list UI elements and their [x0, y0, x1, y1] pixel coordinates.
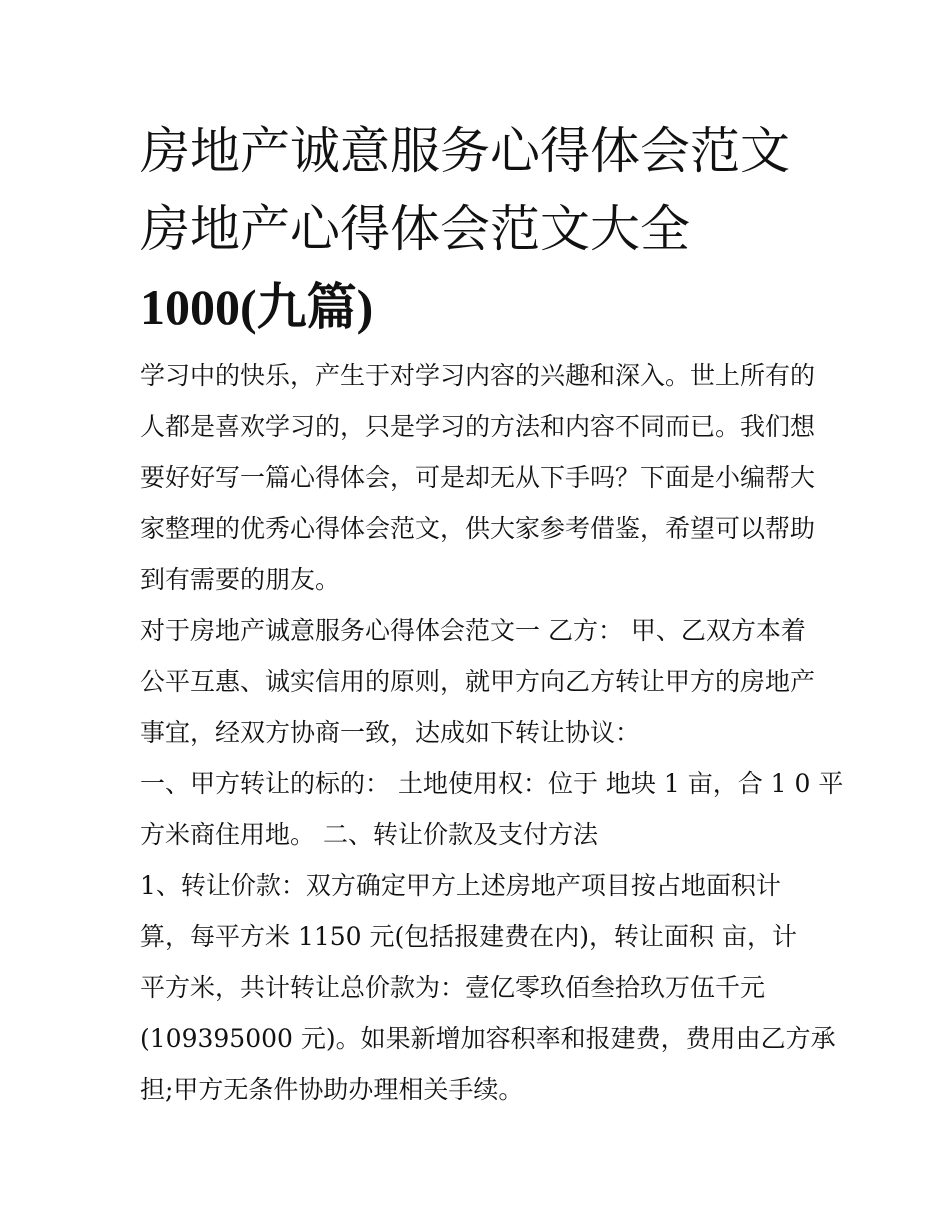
text-line: 方米商住用地。 二、转让价款及支付方法 — [140, 820, 598, 849]
text-line: 要好好写一篇心得体会，可是却无从下手吗？下面是小编帮大 — [140, 463, 816, 492]
text-line: 担;甲方无条件协助办理相关手续。 — [140, 1075, 524, 1104]
text-line: 一、甲方转让的标的： 土地使用权：位于 地块 1 亩，合 1 0 平 — [140, 769, 844, 798]
document-body — [140, 350, 844, 1115]
text-line: 人都是喜欢学习的，只是学习的方法和内容不同而已。我们想 — [140, 412, 816, 441]
text-line: 1、转让价款：双方确定甲方上述房地产项目按占地面积计 — [140, 871, 781, 900]
paragraph-transfer-price — [140, 860, 836, 1115]
document-content — [140, 112, 844, 1115]
text-line: 算，每平方米 1150 元(包括报建费在内)，转让面积 亩，计 — [140, 922, 797, 951]
text-line: 公平互惠、诚实信用的原则，就甲方向乙方转让甲方的房地产 — [140, 667, 816, 696]
document-title — [140, 112, 820, 346]
text-line: 学习中的快乐，产生于对学习内容的兴趣和深入。世上所有的 — [140, 361, 816, 390]
paragraph-intro — [140, 350, 820, 605]
title-line-3: 1000(九篇) — [140, 279, 374, 335]
paragraph-sample-one — [140, 605, 820, 758]
paragraph-transfer-subject — [140, 758, 844, 860]
text-line: (109395000 元)。如果新增加容积率和报建费，费用由乙方承 — [140, 1024, 836, 1053]
title-line-1: 房地产诚意服务心得体会范文 — [140, 122, 790, 180]
text-line: 到有需要的朋友。 — [140, 565, 341, 594]
text-line: 平方米，共计转让总价款为：壹亿零玖佰叁拾玖万伍千元 — [140, 973, 766, 1002]
text-line: 家整理的优秀心得体会范文，供大家参考借鉴，希望可以帮助 — [140, 514, 816, 543]
text-line: 对于房地产诚意服务心得体会范文一 乙方： 甲、乙双方本着 — [140, 616, 806, 645]
text-line: 事宜，经双方协商一致，达成如下转让协议： — [140, 718, 641, 747]
title-line-2: 房地产心得体会范文大全 — [140, 200, 690, 258]
